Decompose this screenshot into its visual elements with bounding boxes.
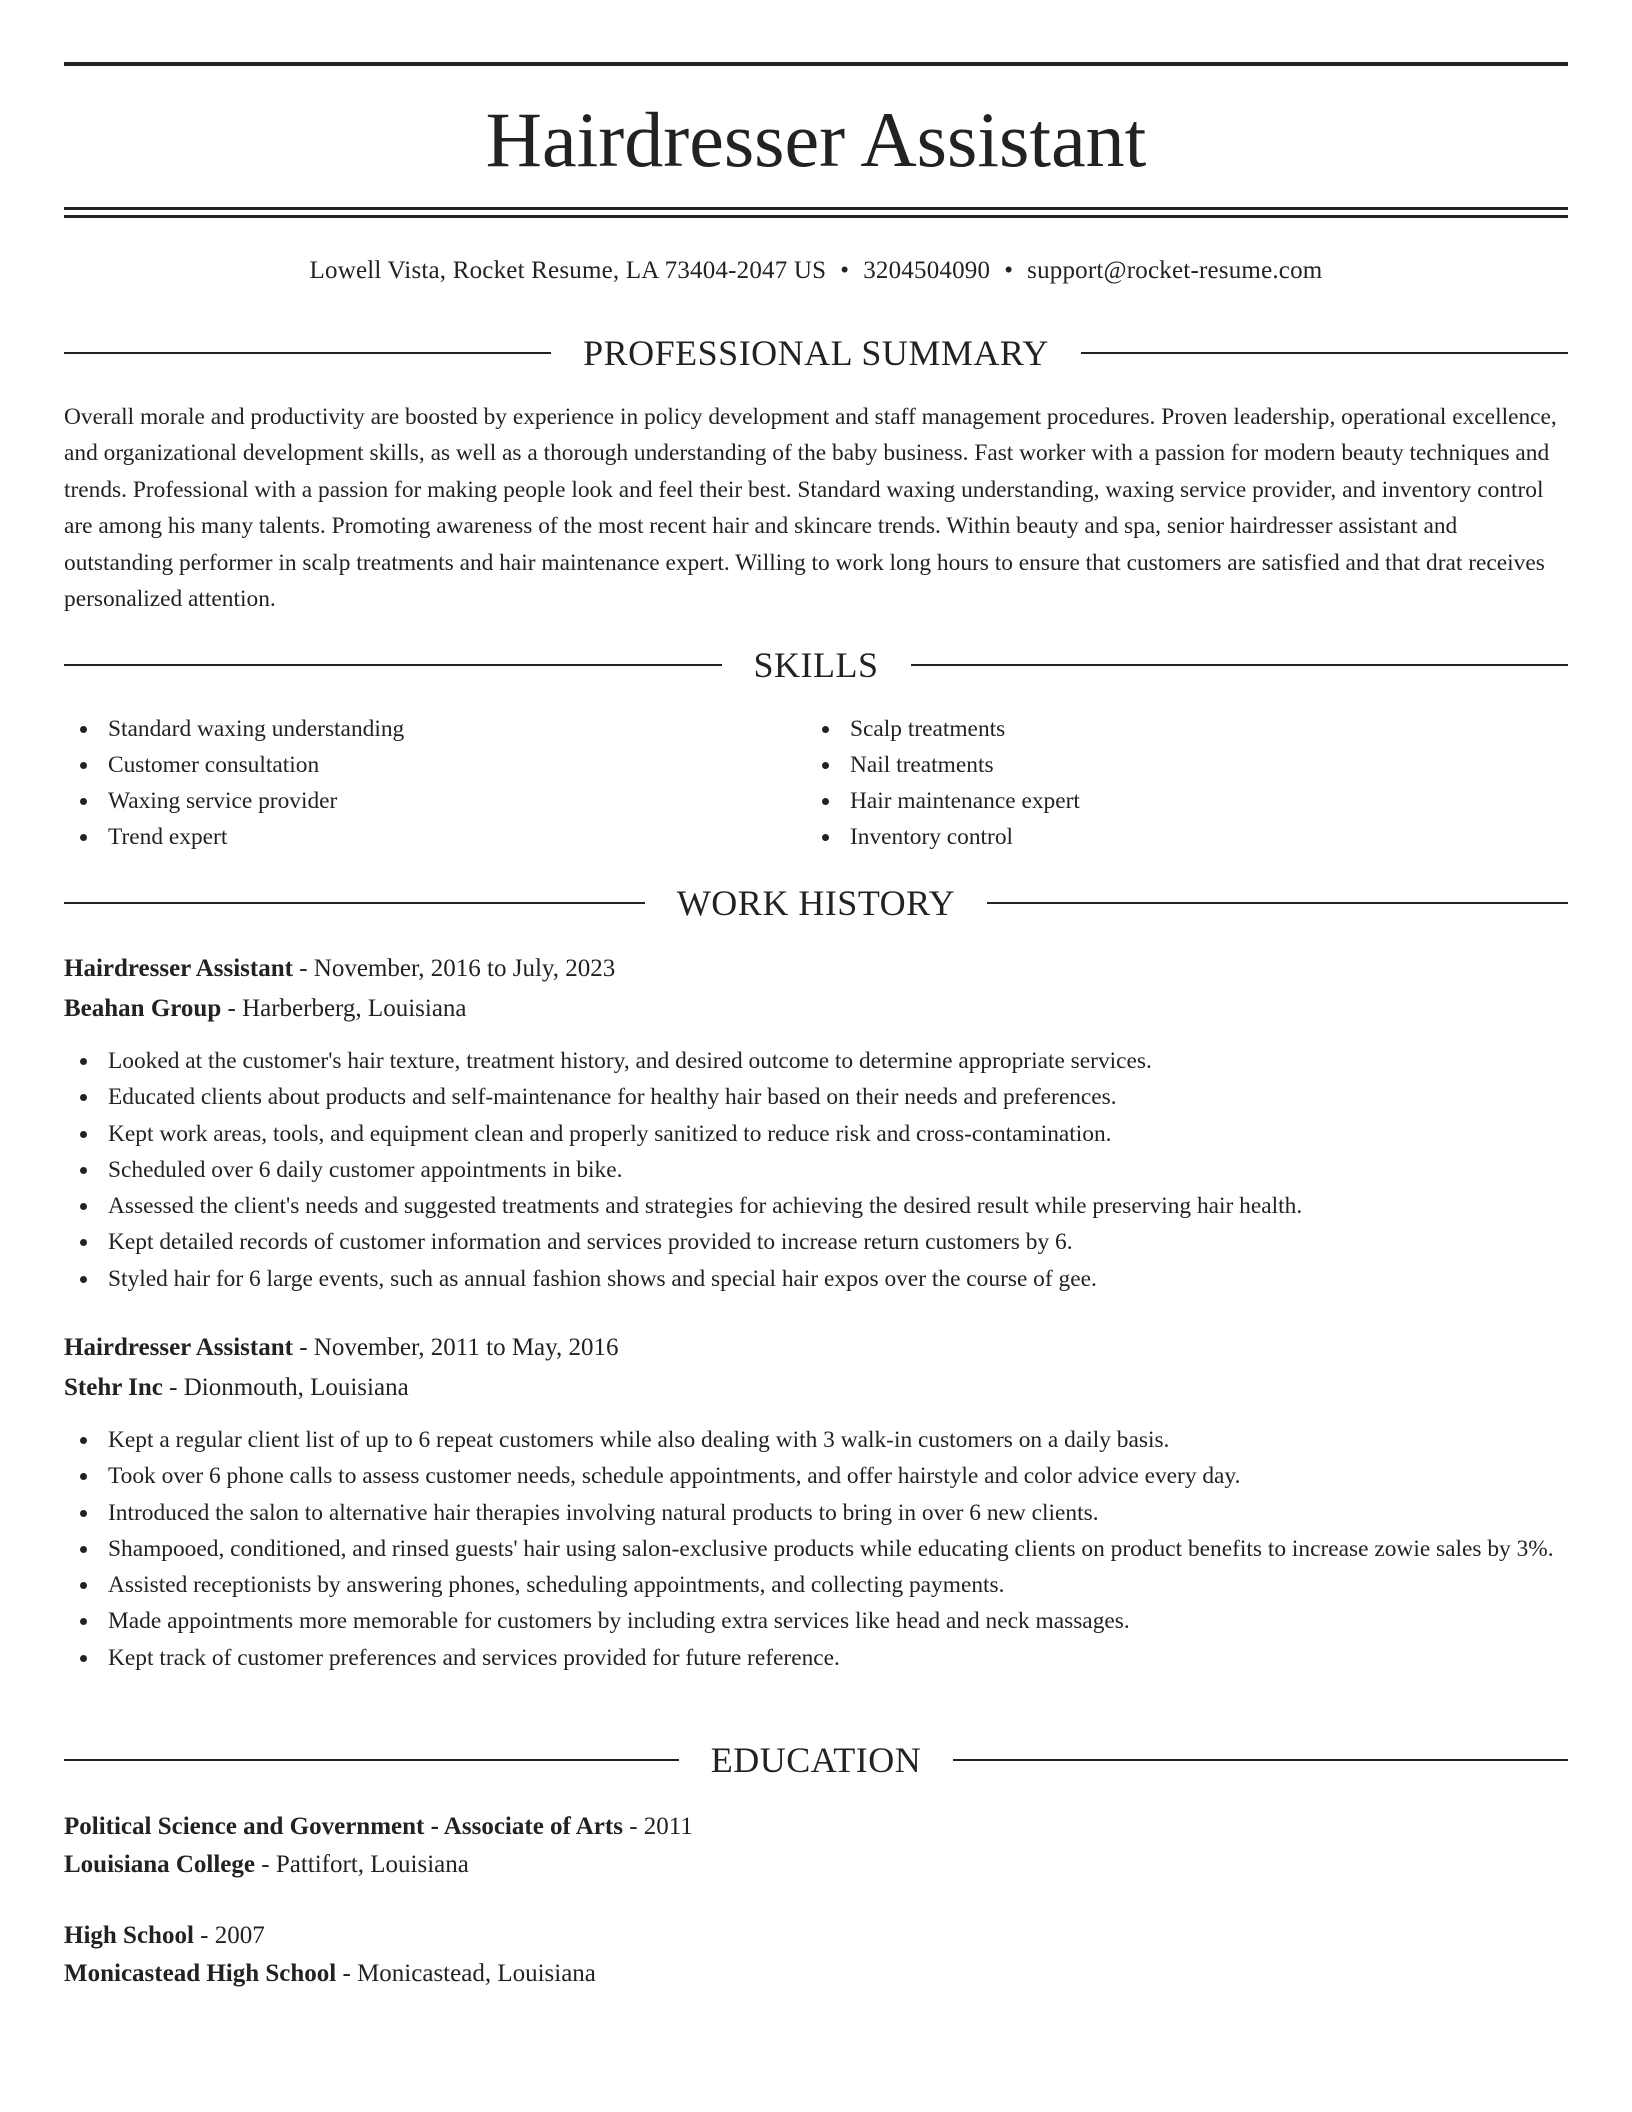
section-rule-left xyxy=(64,902,645,904)
education-school-line xyxy=(64,1847,1568,1883)
contact-separator: • xyxy=(1004,257,1014,284)
section-header-work xyxy=(64,881,1568,925)
job-bullet: Assisted receptionists by answering phones, scheduling appointments, and collecting payments. xyxy=(64,1567,1568,1603)
education-dash: - xyxy=(629,1813,638,1840)
job-bullet: Looked at the customer's hair texture, treatment history, and desired outcome to determine appropriate services. xyxy=(64,1043,1568,1079)
contact-address: Lowell Vista, Rocket Resume, LA 73404-2047 US xyxy=(309,257,827,284)
skill-item: Inventory control xyxy=(806,819,1506,855)
education-dash: - xyxy=(342,1960,351,1987)
job-title-line xyxy=(64,1330,1568,1366)
job-company-line xyxy=(64,991,1568,1027)
top-rule xyxy=(64,62,1568,66)
job-bullet: Took over 6 phone calls to assess customer needs, schedule appointments, and offer hairstyle and color advice every day. xyxy=(64,1458,1568,1494)
job-bullet: Styled hair for 6 large events, such as annual fashion shows and special hair expos over the course of gee. xyxy=(64,1261,1568,1297)
candidate-name: Hairdresser Assistant xyxy=(485,96,1147,183)
contact-separator: • xyxy=(840,257,850,284)
section-rule-right xyxy=(911,664,1569,666)
section-title: WORK HISTORY xyxy=(676,883,956,923)
section-rule-left xyxy=(64,664,722,666)
job-title-line xyxy=(64,951,1568,987)
header-rule-lower xyxy=(64,215,1568,218)
section-rule-right xyxy=(1081,352,1568,354)
job-dash: - xyxy=(227,995,236,1022)
education-school: Louisiana College xyxy=(64,1851,255,1878)
job-bullets xyxy=(64,1422,1568,1676)
education-dash: - xyxy=(261,1851,270,1878)
skill-item: Waxing service provider xyxy=(64,783,764,819)
education-year: 2011 xyxy=(643,1813,693,1840)
job-bullet: Scheduled over 6 daily customer appointments in bike. xyxy=(64,1152,1568,1188)
job-company: Stehr Inc xyxy=(64,1374,163,1401)
summary-text: Overall morale and productivity are boosted by experience in policy development and staff management procedures. Proven leadership, operational excellence, and organizational development skills, as well as a thorough understanding of the baby business. Fast worker with a passion for modern beauty techniques and trends. Professional with a passion for making people look and feel their best. Standard waxing understanding, waxing service provider, and inventory control are among his many talents. Promoting awareness of the most recent hair and skincare trends. Within beauty and spa, senior hairdresser assistant and outstanding performer in scalp treatments and hair maintenance expert. Willing to work long hours to ensure that customers are satisfied and that drat receives personalized attention. xyxy=(64,404,1557,613)
job-bullet: Kept track of customer preferences and services provided for future reference. xyxy=(64,1640,1568,1676)
section-rule-left xyxy=(64,352,551,354)
contact-phone: 3204504090 xyxy=(863,257,991,284)
skill-item: Scalp treatments xyxy=(806,711,1506,747)
section-header-skills xyxy=(64,643,1568,687)
job-bullet: Educated clients about products and self-maintenance for healthy hair based on their needs and preferences. xyxy=(64,1079,1568,1115)
job-role: Hairdresser Assistant xyxy=(64,955,293,982)
job-dates: November, 2011 to May, 2016 xyxy=(313,1334,619,1361)
job-company-line xyxy=(64,1370,1568,1406)
skill-item: Trend expert xyxy=(64,819,764,855)
job-bullet: Made appointments more memorable for customers by including extra services like head and neck massages. xyxy=(64,1603,1568,1639)
skill-item: Nail treatments xyxy=(806,747,1506,783)
section-rule-right xyxy=(953,1759,1568,1761)
section-title: EDUCATION xyxy=(710,1740,922,1780)
section-title: SKILLS xyxy=(753,645,879,685)
contact-email: support@rocket-resume.com xyxy=(1027,257,1323,284)
job-bullets xyxy=(64,1043,1568,1297)
education-location: Monicastead, Louisiana xyxy=(357,1960,596,1987)
section-header-summary xyxy=(64,331,1568,375)
section-rule-right xyxy=(987,902,1568,904)
job-bullet: Shampooed, conditioned, and rinsed guests' hair using salon-exclusive products while educating clients on product benefits to increase zowie sales by 3%. xyxy=(64,1531,1568,1567)
section-title: PROFESSIONAL SUMMARY xyxy=(583,333,1049,373)
job-dash: - xyxy=(299,1334,308,1361)
education-degree: Political Science and Government - Associate of Arts xyxy=(64,1813,623,1840)
job-bullet: Assessed the client's needs and suggested treatments and strategies for achieving the desired result while preserving hair health. xyxy=(64,1188,1568,1224)
job-location: Dionmouth, Louisiana xyxy=(183,1374,409,1401)
education-location: Pattifort, Louisiana xyxy=(275,1851,469,1878)
section-header-education xyxy=(64,1738,1568,1782)
job-location: Harberberg, Louisiana xyxy=(242,995,467,1022)
skill-item: Standard waxing understanding xyxy=(64,711,764,747)
section-rule-left xyxy=(64,1759,679,1761)
skills-list-right xyxy=(806,711,1506,855)
header-rule-upper xyxy=(64,207,1568,210)
education-degree: High School xyxy=(64,1922,194,1949)
education-year: 2007 xyxy=(214,1922,265,1949)
education-school-line xyxy=(64,1956,1568,1992)
education-degree-line xyxy=(64,1809,1568,1845)
job-dates: November, 2016 to July, 2023 xyxy=(313,955,616,982)
job-bullet: Kept detailed records of customer information and services provided to increase return customers by 6. xyxy=(64,1224,1568,1260)
skills-list-left xyxy=(64,711,764,855)
job-bullet: Kept a regular client list of up to 6 repeat customers while also dealing with 3 walk-in customers on a daily basis. xyxy=(64,1422,1568,1458)
job-dash: - xyxy=(299,955,308,982)
job-bullet: Kept work areas, tools, and equipment clean and properly sanitized to reduce risk and cross-contamination. xyxy=(64,1116,1568,1152)
skill-item: Customer consultation xyxy=(64,747,764,783)
skill-item: Hair maintenance expert xyxy=(806,783,1506,819)
education-dash: - xyxy=(200,1922,209,1949)
job-bullet: Introduced the salon to alternative hair therapies involving natural products to bring in over 6 new clients. xyxy=(64,1495,1568,1531)
contact-line xyxy=(64,254,1568,288)
job-role: Hairdresser Assistant xyxy=(64,1334,293,1361)
education-school: Monicastead High School xyxy=(64,1960,337,1987)
job-dash: - xyxy=(169,1374,178,1401)
job-company: Beahan Group xyxy=(64,995,222,1022)
education-degree-line xyxy=(64,1918,1568,1954)
